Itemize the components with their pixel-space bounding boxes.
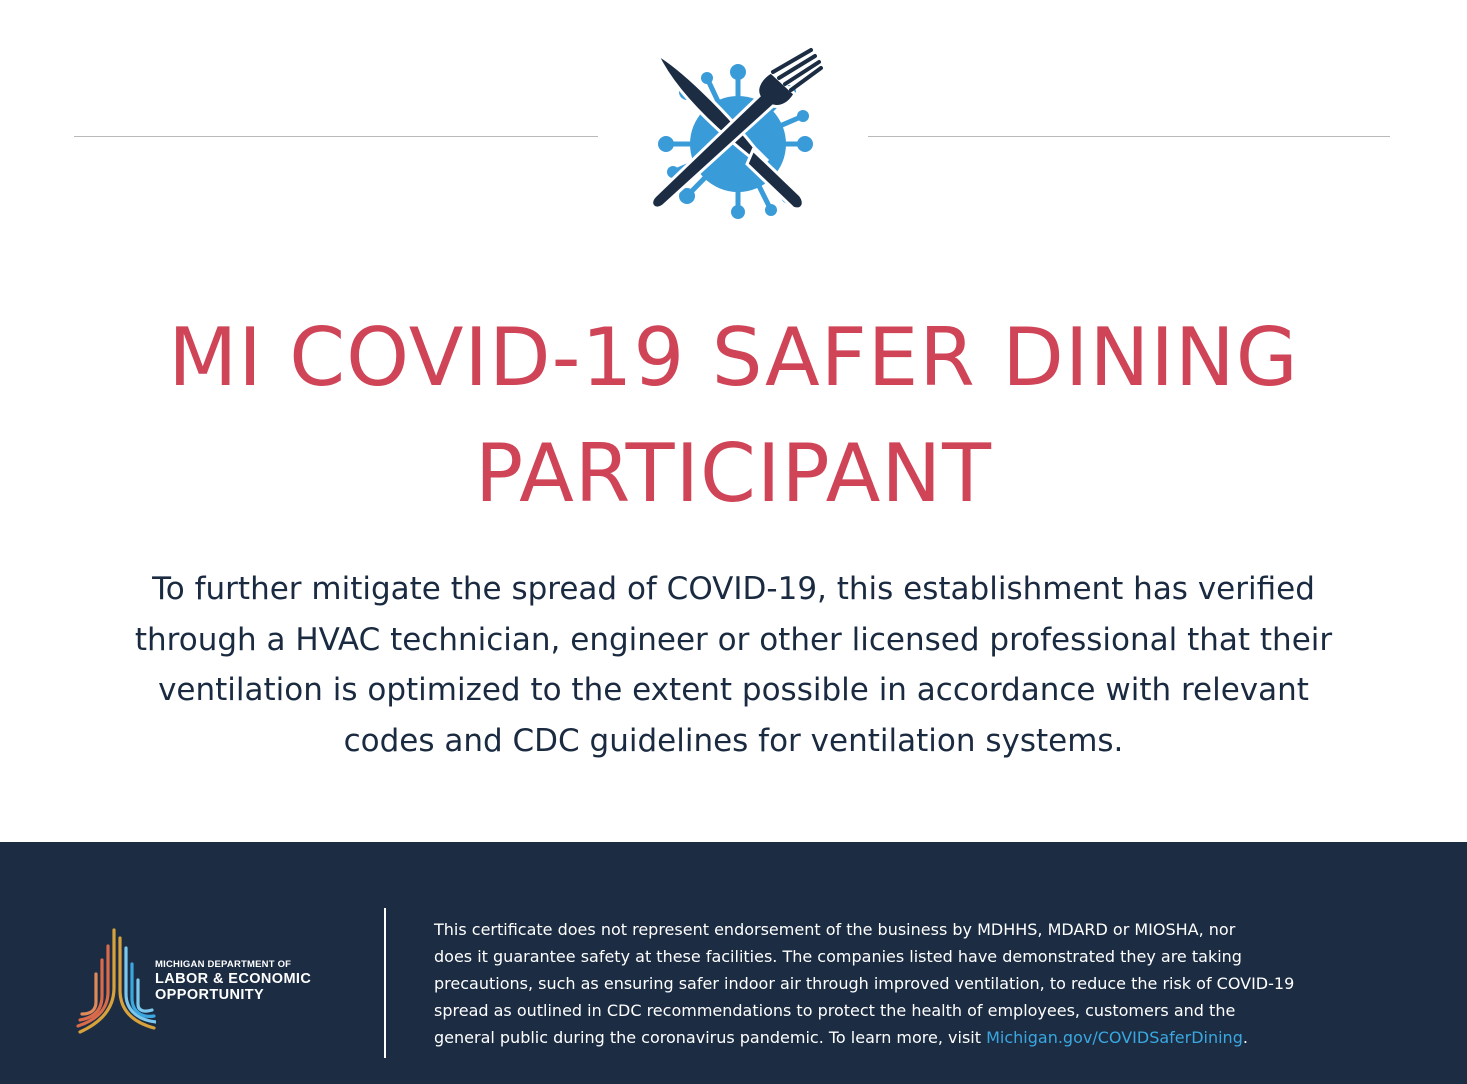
leo-logo-icon bbox=[74, 924, 156, 1036]
title-line-2: PARTICIPANT bbox=[474, 427, 993, 520]
certification-statement bbox=[80, 564, 1387, 766]
logo-line-3: OPPORTUNITY bbox=[155, 987, 265, 1003]
title-line-1: MI COVID-19 SAFER DINING bbox=[168, 311, 1299, 404]
covid-safer-dining-link[interactable]: Michigan.gov/COVIDSaferDining bbox=[986, 1028, 1243, 1047]
disclaimer-line: This certificate does not represent endorsement of the business by MDHHS, MDARD or MIOSHA, nor bbox=[434, 920, 1236, 939]
department-logo-text bbox=[155, 959, 311, 1003]
statement-line: ventilation is optimized to the extent possible in accordance with relevant bbox=[158, 672, 1309, 708]
fork-knife-virus-icon bbox=[643, 46, 823, 220]
disclaimer-line: spread as outlined in CDC recommendations to protect the health of employees, customers and the bbox=[434, 1001, 1236, 1020]
footer-divider bbox=[384, 908, 386, 1058]
footer-banner bbox=[0, 842, 1467, 1084]
disclaimer-last-prefix: general public during the coronavirus pandemic. To learn more, visit bbox=[434, 1028, 987, 1047]
header-rule-right bbox=[868, 136, 1390, 137]
header-rule-left bbox=[74, 136, 598, 137]
disclaimer-line-last bbox=[434, 1024, 1424, 1051]
page-title bbox=[0, 300, 1467, 532]
logo-line-1: MICHIGAN DEPARTMENT OF bbox=[155, 959, 292, 970]
statement-line: codes and CDC guidelines for ventilation systems. bbox=[343, 722, 1124, 759]
disclaimer-line: precautions, such as ensuring safer indoor air through improved ventilation, to reduce the risk of COVID-19 bbox=[434, 974, 1295, 993]
statement-line: To further mitigate the spread of COVID-19, this establishment has verified bbox=[152, 571, 1315, 607]
disclaimer-text bbox=[434, 916, 1424, 1051]
logo-line-2: LABOR & ECONOMIC bbox=[155, 971, 312, 987]
statement-line: through a HVAC technician, engineer or other licensed professional that their bbox=[134, 621, 1333, 658]
disclaimer-last-suffix: . bbox=[1242, 1028, 1248, 1047]
disclaimer-line: does it guarantee safety at these facilities. The companies listed have demonstrated they are taking bbox=[434, 947, 1242, 966]
